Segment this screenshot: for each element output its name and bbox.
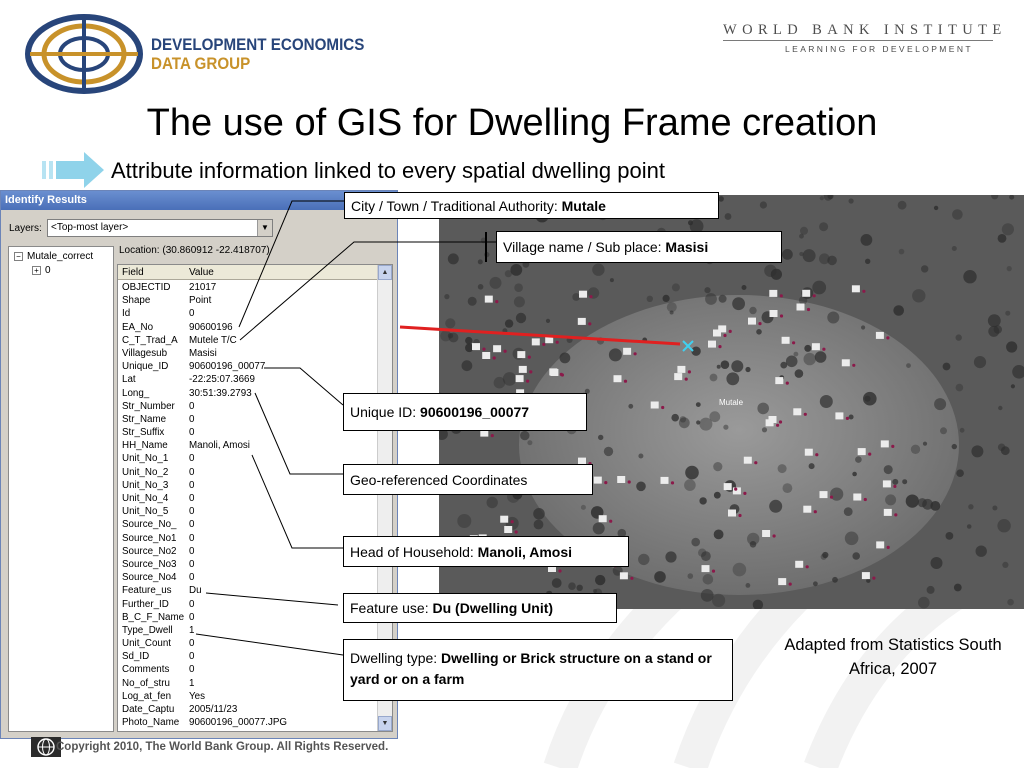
callout-unique-value: 90600196_00077	[420, 404, 530, 420]
field-value: 0	[189, 558, 195, 570]
wbi-subtitle: LEARNING FOR DEVELOPMENT	[785, 44, 973, 54]
collapse-icon[interactable]: −	[14, 252, 23, 261]
table-row[interactable]	[118, 466, 378, 479]
field-name: Comments	[122, 664, 170, 676]
field-value: 0	[189, 400, 195, 412]
field-value: Point	[189, 295, 212, 307]
table-body	[118, 281, 378, 729]
callout-head-label: Head of Household:	[350, 543, 474, 560]
field-value: 0	[189, 506, 195, 518]
field-value: 0	[189, 413, 195, 425]
field-name: Source_No1	[122, 532, 177, 544]
layers-dropdown[interactable]	[47, 219, 273, 237]
field-name: Shape	[122, 295, 151, 307]
deg-line1: DEVELOPMENT ECONOMICS	[151, 36, 365, 54]
table-row[interactable]	[118, 532, 378, 545]
field-name: Unit_No_2	[122, 466, 169, 478]
field-name: Unit_Count	[122, 638, 172, 650]
field-value: 0	[189, 427, 195, 439]
tree-child-label: 0	[45, 265, 51, 276]
table-row[interactable]	[118, 716, 378, 729]
field-name: Unit_No_4	[122, 493, 169, 504]
table-row[interactable]	[118, 360, 378, 373]
field-value: 90600196_00077	[189, 361, 266, 373]
scroll-down-icon[interactable]: ▼	[378, 716, 392, 731]
field-value: 0	[189, 638, 195, 650]
callout-village-value: Masisi	[665, 239, 709, 255]
field-value: 0	[189, 466, 195, 478]
callout-unique-label: Unique ID:	[350, 404, 417, 420]
field-value: 0	[189, 572, 195, 584]
field-name: Str_Name	[122, 413, 167, 425]
arrow-bullet-icon	[42, 152, 104, 188]
callout-dwelling-value: Dwelling or Brick structure on a stand or yard or on a farm	[350, 650, 712, 687]
table-row[interactable]	[118, 347, 378, 360]
table-row[interactable]	[118, 307, 378, 320]
field-value: 0	[189, 598, 195, 610]
table-row[interactable]	[118, 492, 378, 505]
field-value: 1	[189, 624, 195, 636]
field-name: Source_No3	[122, 558, 177, 570]
deg-logo-text	[151, 36, 364, 74]
field-value: Du	[189, 585, 202, 597]
field-name: Further_ID	[122, 598, 169, 610]
field-name: Unit_No_5	[122, 506, 169, 518]
table-row[interactable]	[118, 373, 378, 386]
table-row[interactable]	[118, 584, 378, 597]
callout-head	[343, 536, 629, 567]
map-town-label: Mutale	[719, 398, 744, 407]
field-value: Mutele T/C	[189, 334, 237, 346]
layers-label: Layers:	[9, 223, 42, 234]
field-name: Unit_No_3	[122, 479, 169, 491]
deg-line2: DATA GROUP	[151, 55, 251, 73]
table-row[interactable]	[118, 611, 378, 624]
field-name: Id	[122, 308, 131, 320]
wbi-divider	[723, 40, 993, 41]
column-header-field[interactable]: Field	[122, 267, 144, 278]
window-titlebar[interactable]: Identify Results	[1, 191, 397, 210]
tree-root-label: Mutale_correct	[27, 251, 94, 262]
field-name: OBJECTID	[122, 282, 171, 293]
column-header-value[interactable]: Value	[189, 267, 214, 278]
dropdown-arrow-icon[interactable]: ▼	[257, 220, 272, 236]
field-value: Yes	[189, 690, 205, 702]
callout-feature-label: Feature use:	[350, 600, 429, 616]
field-value: 0	[189, 493, 195, 504]
table-row[interactable]	[118, 650, 378, 663]
callout-geo	[343, 464, 593, 495]
table-row[interactable]	[118, 387, 378, 400]
field-name: Sd_ID	[122, 651, 150, 663]
field-name: Unique_ID	[122, 361, 169, 373]
field-value: 21017	[189, 282, 217, 293]
callout-city-label: City / Town / Traditional Authority:	[351, 197, 558, 214]
callout-feature-value: Du (Dwelling Unit)	[432, 600, 554, 616]
table-row[interactable]	[118, 663, 378, 676]
field-value: 0	[189, 664, 195, 676]
wbi-title: WORLD BANK INSTITUTE	[723, 22, 1007, 38]
field-value: 0	[189, 651, 195, 663]
table-row[interactable]	[118, 439, 378, 452]
table-row[interactable]	[118, 598, 378, 611]
layers-value: <Top-most layer>	[51, 222, 129, 233]
field-name: HH_Name	[122, 440, 168, 452]
table-row[interactable]	[118, 677, 378, 690]
callout-geo-label: Geo-referenced Coordinates	[350, 471, 528, 488]
expand-icon[interactable]: +	[32, 266, 41, 275]
table-row[interactable]	[118, 545, 378, 558]
field-value: 90600196_00077.JPG	[189, 717, 288, 729]
callout-village-label: Village name / Sub place:	[503, 239, 662, 255]
table-row[interactable]	[118, 334, 378, 347]
field-name: Str_Number	[122, 400, 175, 412]
callout-city-value: Mutale	[561, 197, 606, 214]
field-name: Feature_us	[122, 585, 172, 597]
callout-head-value: Manoli, Amosi	[477, 543, 573, 560]
table-row[interactable]	[118, 518, 378, 531]
field-value: 1	[189, 677, 195, 689]
callout-dwelling	[343, 639, 733, 701]
callout-feature	[343, 593, 617, 623]
tree-root-node[interactable]	[14, 251, 93, 262]
field-name: Type_Dwell	[122, 624, 173, 636]
field-value: 0	[189, 453, 195, 465]
callout-city	[344, 192, 719, 219]
slide-subtitle: Attribute information linked to every spatial dwelling point	[111, 158, 665, 183]
table-row[interactable]	[118, 413, 378, 426]
table-row[interactable]	[118, 294, 378, 307]
table-header	[118, 265, 378, 280]
copyright-text: Copyright 2010, The World Bank Group. All Rights Reserved.	[56, 741, 389, 753]
table-row[interactable]	[118, 624, 378, 637]
table-row[interactable]	[118, 479, 378, 492]
table-row[interactable]	[118, 426, 378, 439]
field-name: Date_Captu	[122, 704, 175, 715]
callout-unique-id	[343, 393, 587, 431]
field-value: Masisi	[189, 347, 217, 359]
table-row[interactable]	[118, 637, 378, 650]
field-name: Villagesub	[122, 347, 168, 359]
table-row[interactable]	[118, 690, 378, 703]
table-row[interactable]	[118, 571, 378, 584]
globe-logo-icon	[24, 14, 144, 94]
field-name: Source_No2	[122, 545, 177, 557]
field-value: 90600196	[189, 321, 233, 333]
table-row[interactable]	[118, 452, 378, 465]
identify-results-window	[0, 190, 398, 739]
field-value: 2005/11/23	[189, 704, 238, 715]
field-name: B_C_F_Name	[122, 611, 185, 623]
field-value: -22:25:07.3669	[189, 374, 255, 386]
source-credit: Adapted from Statistics South Africa, 2007	[784, 636, 1002, 678]
field-name: Str_Suffix	[122, 427, 165, 439]
slide-title: The use of GIS for Dwelling Frame creation	[146, 102, 878, 144]
table-row[interactable]	[118, 558, 378, 571]
field-name: C_T_Trad_A	[122, 334, 178, 346]
table-row[interactable]	[118, 505, 378, 518]
field-name: Lat	[122, 374, 136, 386]
field-value: 30:51:39.2793	[189, 387, 252, 399]
layer-tree	[8, 246, 114, 732]
location-readout: Location: (30.860912 -22.418707)	[119, 245, 270, 256]
callout-dwelling-label: Dwelling type:	[350, 650, 442, 666]
table-row[interactable]	[118, 281, 378, 294]
field-name: EA_No	[122, 321, 154, 333]
field-value: 0	[189, 611, 195, 623]
field-value: 0	[189, 532, 195, 544]
field-value: Manoli, Amosi	[189, 440, 250, 452]
field-value: 0	[189, 479, 195, 491]
field-name: Long_	[122, 387, 150, 399]
table-row[interactable]	[118, 400, 378, 413]
field-name: Source_No4	[122, 572, 177, 584]
tree-child-node[interactable]	[32, 265, 51, 276]
table-row[interactable]	[118, 321, 378, 334]
callout-village	[496, 231, 782, 263]
scroll-up-icon[interactable]: ▲	[378, 265, 392, 280]
table-row[interactable]	[118, 703, 378, 716]
field-name: Unit_No_1	[122, 453, 169, 465]
field-name: Source_No_	[122, 519, 177, 531]
field-name: No_of_stru	[122, 677, 170, 689]
field-name: Photo_Name	[122, 717, 180, 729]
field-name: Log_at_fen	[122, 690, 172, 702]
field-value: 0	[189, 308, 195, 320]
field-value: 0	[189, 519, 195, 531]
field-value: 0	[189, 545, 195, 557]
